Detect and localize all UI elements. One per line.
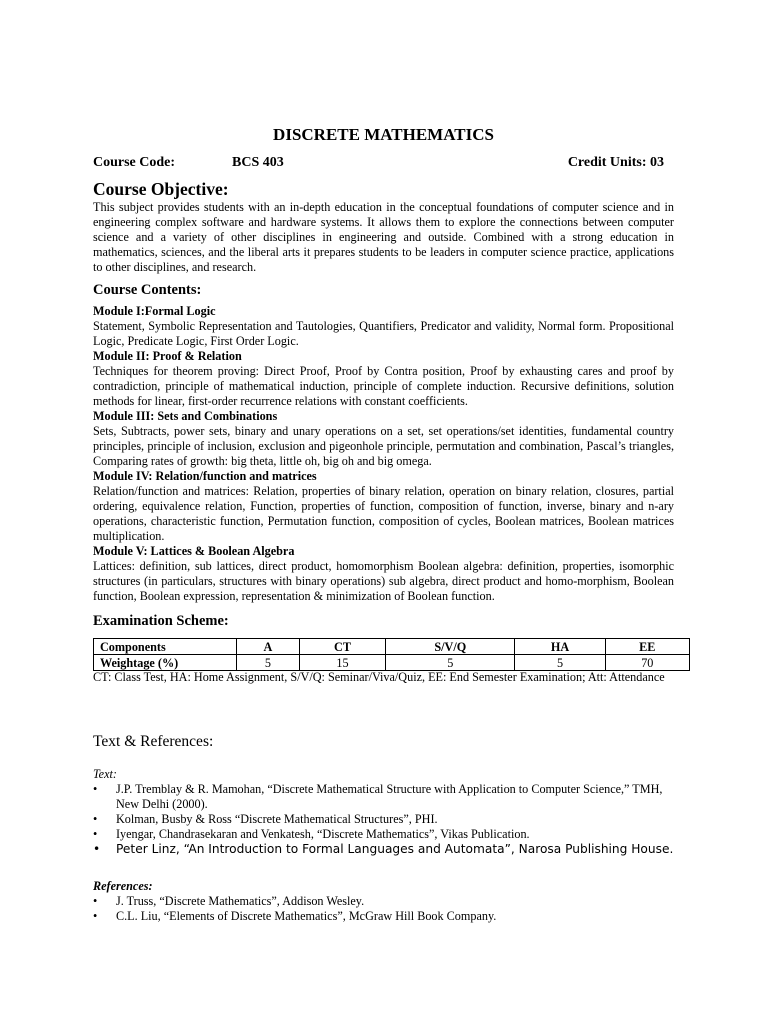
list-item: • Iyengar, Chandrasekaran and Venkatesh, “Discrete Mathematics”, Vikas Publication. bbox=[93, 827, 530, 841]
module-1-title: Module I:Formal Logic bbox=[93, 304, 216, 318]
list-item: • Kolman, Busby & Ross “Discrete Mathematical Structures”, PHI. bbox=[93, 812, 438, 826]
text-book-list bbox=[93, 782, 683, 857]
list-item: • J. Truss, “Discrete Mathematics”, Addison Wesley. bbox=[93, 894, 365, 908]
module-2-text: Techniques for theorem proving: Direct Proof, Proof by Contra position, Proof by exhausting cares and proof by contradiction, principle of mathematical induction, principle of complete induction. Recursive definitions, solution methods for linear, first-order recurrence relations with constant coefficients. bbox=[93, 364, 674, 408]
module-1-text: Statement, Symbolic Representation and Tautologies, Quantifiers, Predicator and validity, Normal form. Propositional Logic, Predicate Logic, First Order Logic. bbox=[93, 319, 674, 348]
table-cell: HA bbox=[515, 639, 605, 655]
contents-heading: Course Contents: bbox=[93, 282, 202, 298]
bullet-icon: • bbox=[93, 812, 98, 826]
table-cell: 70 bbox=[605, 655, 689, 671]
table-cell: 5 bbox=[386, 655, 515, 671]
course-code-label: Course Code: bbox=[93, 155, 176, 170]
bullet-icon: • bbox=[93, 782, 98, 796]
module-3-title: Module III: Sets and Combinations bbox=[93, 409, 278, 423]
page-title: DISCRETE MATHEMATICS bbox=[273, 125, 494, 144]
table-cell: A bbox=[237, 639, 300, 655]
objective-heading: Course Objective: bbox=[93, 179, 229, 199]
table-cell: EE bbox=[605, 639, 689, 655]
modules-section bbox=[93, 304, 674, 604]
objective-text: This subject provides students with an in-depth education in the conceptual foundations of computer science and in engineering complex software and hardware systems. It allows them to explore the connections between computer science and a variety of other disciplines in engineering and outside. Combined with a strong education in mathematics, sciences, and the liberal arts it prepares students to be leaders in computer science practice, applications to other disciplines, and research. bbox=[93, 200, 674, 274]
module-3-text: Sets, Subtracts, power sets, binary and unary operations on a set, set operations/set identities, fundamental country principles, principle of inclusion, exclusion and pigeonhole principle, permutation and combination, Pascal’s triangles, Comparing rates of growth: big theta, little oh, big oh and big omega. bbox=[93, 424, 674, 468]
bullet-icon: • bbox=[93, 909, 98, 923]
table-cell: Weightage (%) bbox=[94, 655, 237, 671]
bullet-icon: • bbox=[93, 894, 98, 908]
exam-abbreviations: CT: Class Test, HA: Home Assignment, S/V/Q: Seminar/Viva/Quiz, EE: End Semester Examination; Att: Attendance bbox=[93, 670, 665, 684]
module-2-title: Module II: Proof & Relation bbox=[93, 349, 242, 363]
table-cell: 5 bbox=[237, 655, 300, 671]
text-label: Text: bbox=[93, 767, 117, 781]
module-4-title: Module IV: Relation/function and matrices bbox=[93, 469, 317, 483]
course-info-row bbox=[93, 154, 674, 172]
references-heading: Text & References: bbox=[93, 733, 214, 750]
table-row bbox=[94, 655, 690, 671]
module-5-title: Module V: Lattices & Boolean Algebra bbox=[93, 544, 295, 558]
table-cell: 5 bbox=[515, 655, 605, 671]
credit-units: Credit Units: 03 bbox=[567, 155, 664, 170]
module-5-text: Lattices: definition, sub lattices, direct product, homomorphism Boolean algebra: definition, properties, isomorphic structures (in particulars, structures with binary operations) sub algebra, direct product and homo-morphism, Boolean function, Boolean expression, representation & minimization of Boolean function. bbox=[93, 559, 674, 603]
reference-list bbox=[93, 894, 683, 924]
exam-heading: Examination Scheme: bbox=[93, 613, 229, 629]
table-header-row bbox=[94, 639, 690, 655]
table-cell: CT bbox=[299, 639, 385, 655]
table-cell: 15 bbox=[299, 655, 385, 671]
exam-scheme-table bbox=[93, 638, 690, 671]
list-item: • Peter Linz, “An Introduction to Formal Languages and Automata”, Narosa Publishing House. bbox=[93, 842, 674, 856]
course-code-value: BCS 403 bbox=[232, 155, 284, 170]
bullet-icon: • bbox=[93, 842, 101, 856]
list-item: • C.L. Liu, “Elements of Discrete Mathematics”, McGraw Hill Book Company. bbox=[93, 909, 497, 923]
table-cell: Components bbox=[94, 639, 237, 655]
references-label: References: bbox=[93, 879, 153, 893]
bullet-icon: • bbox=[93, 827, 98, 841]
list-item: • J.P. Tremblay & R. Mamohan, “Discrete Mathematical Structure with Application to Computer Science,” TMH, New Delhi (2000). bbox=[93, 782, 663, 811]
module-4-text: Relation/function and matrices: Relation, properties of binary relation, operation on binary relation, closures, partial ordering, equivalence relation, Function, properties of function, composition of function, inverse, binary and n-ary operations, characteristic function, Permutation function, composition of cycles, Boolean matrices, Boolean matrices multiplication. bbox=[93, 484, 674, 543]
table-cell: S/V/Q bbox=[386, 639, 515, 655]
